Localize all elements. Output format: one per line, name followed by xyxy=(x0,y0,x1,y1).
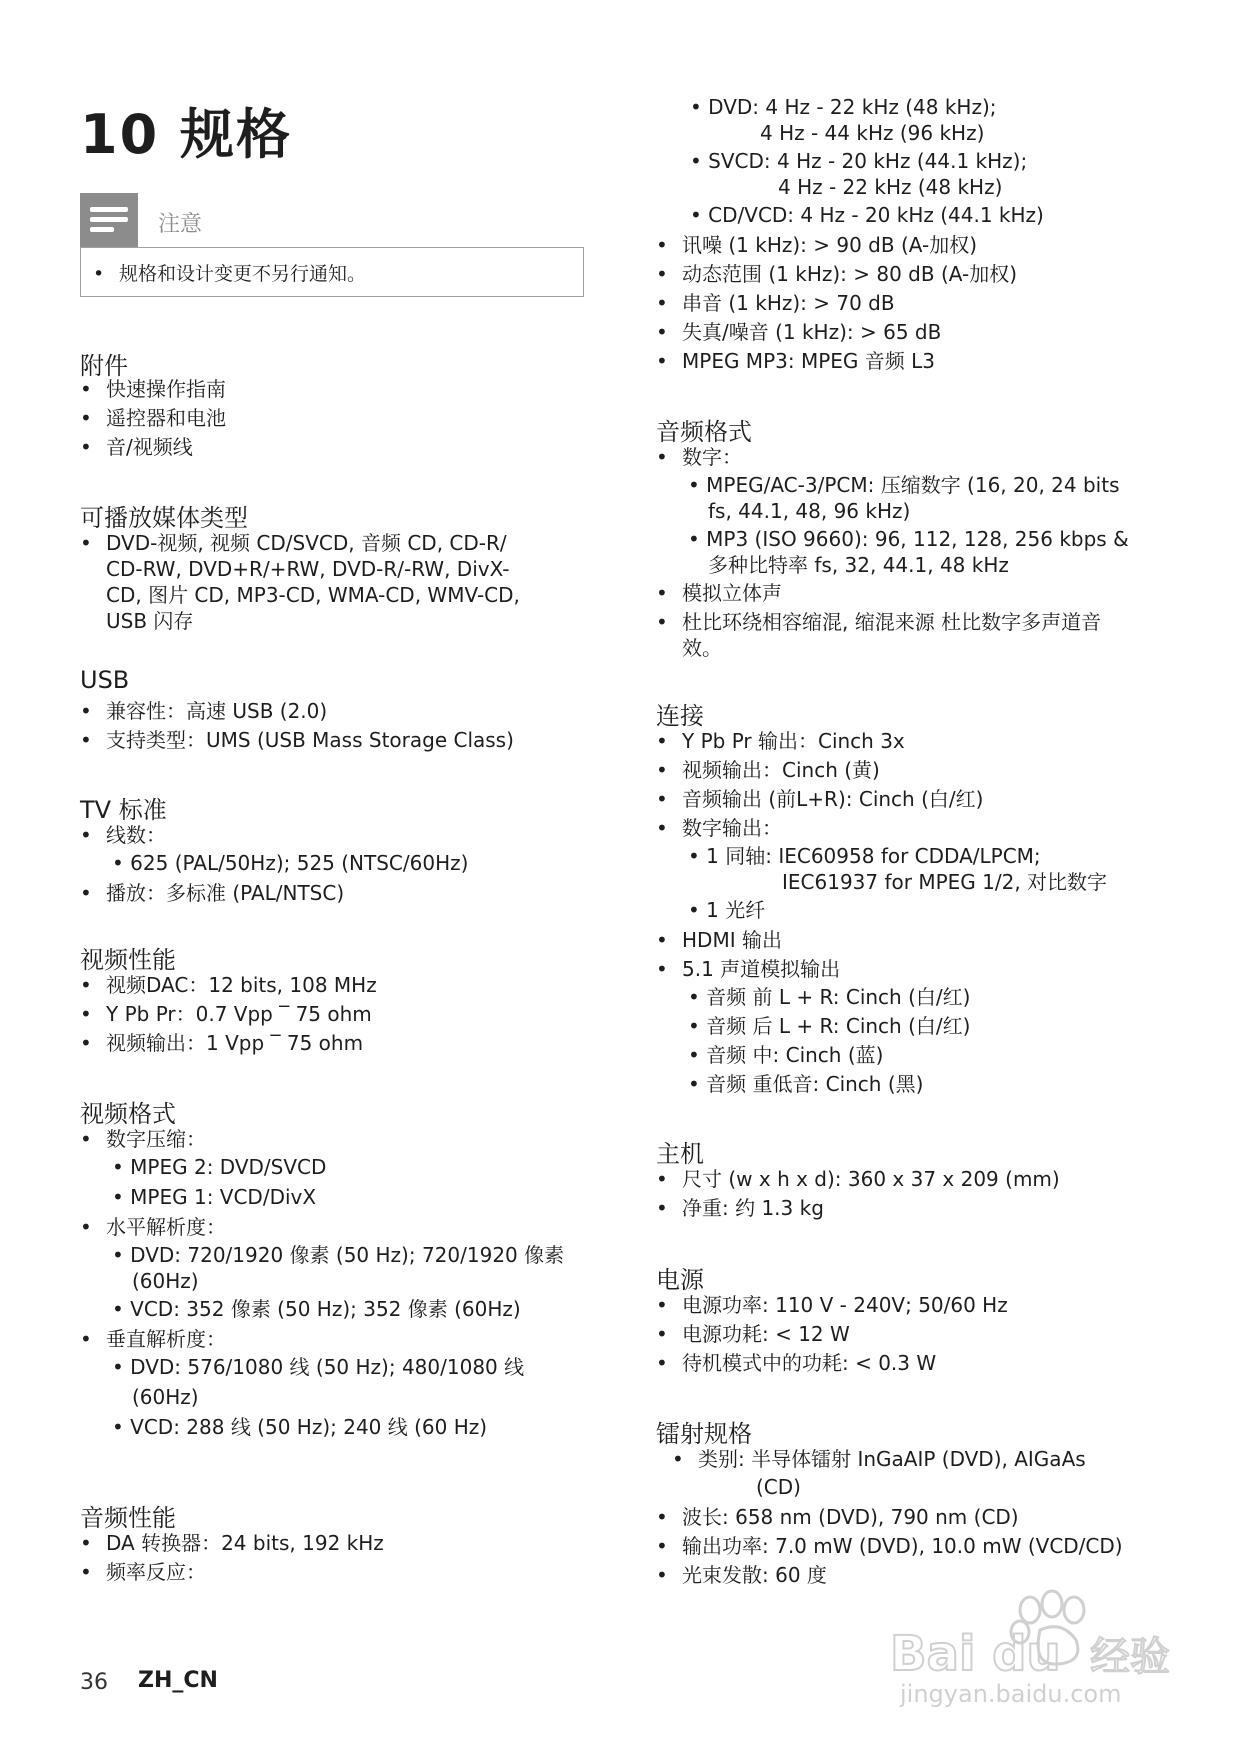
svg-text:经验: 经验 xyxy=(1090,1634,1170,1680)
list-item: • 输出功率: 7.0 mW (DVD), 10.0 mW (VCD/CD) xyxy=(656,1534,1123,1558)
sub-item: • 音频 后 L + R: Cinch (白/红) xyxy=(688,1014,971,1038)
list-item: • 遥控器和电池 xyxy=(80,406,226,430)
sub-item-cont: fs, 44.1, 48, 96 kHz) xyxy=(708,499,911,523)
list-item: • 电源功率: 110 V - 240V; 50/60 Hz xyxy=(656,1293,1008,1317)
sub-item: • VCD: 288 线 (50 Hz); 240 线 (60 Hz) xyxy=(112,1415,488,1439)
sub-item: • MP3 (ISO 9660): 96, 112, 128, 256 kbps & xyxy=(688,527,1129,551)
list-item: • 讯噪 (1 kHz): > 90 dB (A-加权) xyxy=(656,233,978,257)
sub-item: • DVD: 4 Hz - 22 kHz (48 kHz); xyxy=(690,95,997,119)
svg-text:Bai du: Bai du xyxy=(890,1626,1061,1682)
heading-audio-format: 音频格式 xyxy=(656,418,752,446)
list-item: • 数字输出： xyxy=(656,816,782,840)
list-item: • 音/视频线 xyxy=(80,435,193,459)
list-item: • 波长: 658 nm (DVD), 790 nm (CD) xyxy=(656,1505,1019,1529)
list-item: • HDMI 输出 xyxy=(656,928,782,952)
heading-power: 电源 xyxy=(656,1266,704,1294)
note-icon xyxy=(80,193,138,247)
list-item: • 水平解析度： xyxy=(80,1215,226,1239)
list-item: • 视频输出：1 Vpp ‾ 75 ohm xyxy=(80,1031,364,1055)
sub-item-cont: (60Hz) xyxy=(132,1269,199,1293)
sub-item: • 1 光纤 xyxy=(688,898,766,922)
sub-item-cont: 4 Hz - 22 kHz (48 kHz) xyxy=(778,175,1003,199)
sub-item-cont: 多种比特率 fs, 32, 44.1, 48 kHz xyxy=(708,553,1009,577)
list-item: • 兼容性：高速 USB (2.0) xyxy=(80,699,328,723)
list-item: • DVD-视频, 视频 CD/SVCD, 音频 CD, CD-R/ xyxy=(80,531,507,555)
sub-item: • SVCD: 4 Hz - 20 kHz (44.1 kHz); xyxy=(690,149,1028,173)
sub-item-cont: (60Hz) xyxy=(132,1385,199,1409)
note-title: 注意 xyxy=(158,212,203,237)
list-item-cont: 效。 xyxy=(682,636,722,660)
heading-usb: USB xyxy=(80,666,130,694)
list-item: • 视频输出：Cinch (黄) xyxy=(656,758,880,782)
list-item: • 频率反应： xyxy=(80,1560,206,1584)
page-title: 10 规格 xyxy=(80,103,292,166)
heading-media: 可播放媒体类型 xyxy=(80,504,248,532)
heading-video-perf: 视频性能 xyxy=(80,946,176,974)
list-item: • Y Pb Pr 输出：Cinch 3x xyxy=(656,729,905,753)
heading-audio-perf: 音频性能 xyxy=(80,1504,176,1532)
heading-accessories: 附件 xyxy=(80,352,128,380)
list-item: • 5.1 声道模拟输出 xyxy=(656,957,841,981)
list-item: • 音频输出 (前L+R): Cinch (白/红) xyxy=(656,787,984,811)
list-item: • 串音 (1 kHz): > 70 dB xyxy=(656,291,895,315)
list-item: • 数字压缩： xyxy=(80,1127,206,1151)
svg-text:jingyan.baidu.com: jingyan.baidu.com xyxy=(900,1680,1122,1708)
list-item: • 模拟立体声 xyxy=(656,581,782,605)
sub-item: • 音频 重低音: Cinch (黑) xyxy=(688,1072,924,1096)
list-item: • 视频DAC：12 bits, 108 MHz xyxy=(80,973,377,997)
list-item-cont: CD-RW, DVD+R/+RW, DVD-R/-RW, DivX- xyxy=(106,557,510,581)
heading-laser: 镭射规格 xyxy=(656,1420,752,1448)
list-item: • Y Pb Pr：0.7 Vpp ‾ 75 ohm xyxy=(80,1002,372,1026)
sub-item: • 1 同轴: IEC60958 for CDDA/LPCM; xyxy=(688,844,1041,868)
list-item: • 线数： xyxy=(80,823,166,847)
sub-item: • 音频 中: Cinch (蓝) xyxy=(688,1043,884,1067)
note-text: • 规格和设计变更不另行通知。 xyxy=(93,263,367,285)
list-item: • 待机模式中的功耗: < 0.3 W xyxy=(656,1351,937,1375)
heading-connect: 连接 xyxy=(656,702,704,730)
list-item: • 电源功耗: < 12 W xyxy=(656,1322,850,1346)
list-item: • 播放：多标准 (PAL/NTSC) xyxy=(80,881,345,905)
list-item-cont: CD, 图片 CD, MP3-CD, WMA-CD, WMV-CD, xyxy=(106,583,520,607)
sub-item: • DVD: 720/1920 像素 (50 Hz); 720/1920 像素 xyxy=(112,1243,565,1267)
list-item-cont: USB 闪存 xyxy=(106,609,194,633)
baidu-watermark-logo xyxy=(880,1570,1200,1710)
list-item: • 动态范围 (1 kHz): > 80 dB (A-加权) xyxy=(656,262,1018,286)
list-item: • 光束发散: 60 度 xyxy=(656,1563,827,1587)
page-number: 36 xyxy=(80,1670,108,1695)
list-item: • 垂直解析度： xyxy=(80,1327,226,1351)
sub-item: • 音频 前 L + R: Cinch (白/红) xyxy=(688,985,971,1009)
sub-item-cont: 4 Hz - 44 kHz (96 kHz) xyxy=(760,121,985,145)
sub-item: • VCD: 352 像素 (50 Hz); 352 像素 (60Hz) xyxy=(112,1297,521,1321)
note-body xyxy=(80,247,584,297)
list-item: • MPEG MP3: MPEG 音频 L3 xyxy=(656,349,935,373)
heading-main-unit: 主机 xyxy=(656,1140,704,1168)
list-item: • 杜比环绕相容缩混, 缩混来源 杜比数字多声道音 xyxy=(656,610,1102,634)
list-item: • 类别: 半导体镭射 InGaAIP (DVD), AIGaAs xyxy=(672,1447,1086,1471)
sub-item: • CD/VCD: 4 Hz - 20 kHz (44.1 kHz) xyxy=(690,203,1044,227)
sub-item: • 625 (PAL/50Hz); 525 (NTSC/60Hz) xyxy=(112,851,469,875)
heading-video-format: 视频格式 xyxy=(80,1100,176,1128)
list-item: • 数字： xyxy=(656,445,742,469)
sub-item: • MPEG 2: DVD/SVCD xyxy=(112,1155,327,1179)
sub-item-cont: IEC61937 for MPEG 1/2, 对比数字 xyxy=(782,870,1108,894)
list-item: • DA 转换器：24 bits, 192 kHz xyxy=(80,1531,384,1555)
list-item: • 失真/噪音 (1 kHz): > 65 dB xyxy=(656,320,942,344)
list-item-cont: (CD) xyxy=(756,1475,801,1499)
list-item: • 支持类型：UMS (USB Mass Storage Class) xyxy=(80,728,514,752)
sub-item: • MPEG/AC-3/PCM: 压缩数字 (16, 20, 24 bits xyxy=(688,473,1120,497)
list-item: • 快速操作指南 xyxy=(80,377,226,401)
sub-item: • MPEG 1: VCD/DivX xyxy=(112,1185,317,1209)
sub-item: • DVD: 576/1080 线 (50 Hz); 480/1080 线 xyxy=(112,1355,525,1379)
list-item: • 尺寸 (w x h x d): 360 x 37 x 209 (mm) xyxy=(656,1167,1060,1191)
heading-tv: TV 标准 xyxy=(80,796,167,824)
list-item: • 净重: 约 1.3 kg xyxy=(656,1196,824,1220)
language-code: ZH_CN xyxy=(138,1668,218,1693)
note-box xyxy=(80,193,584,297)
